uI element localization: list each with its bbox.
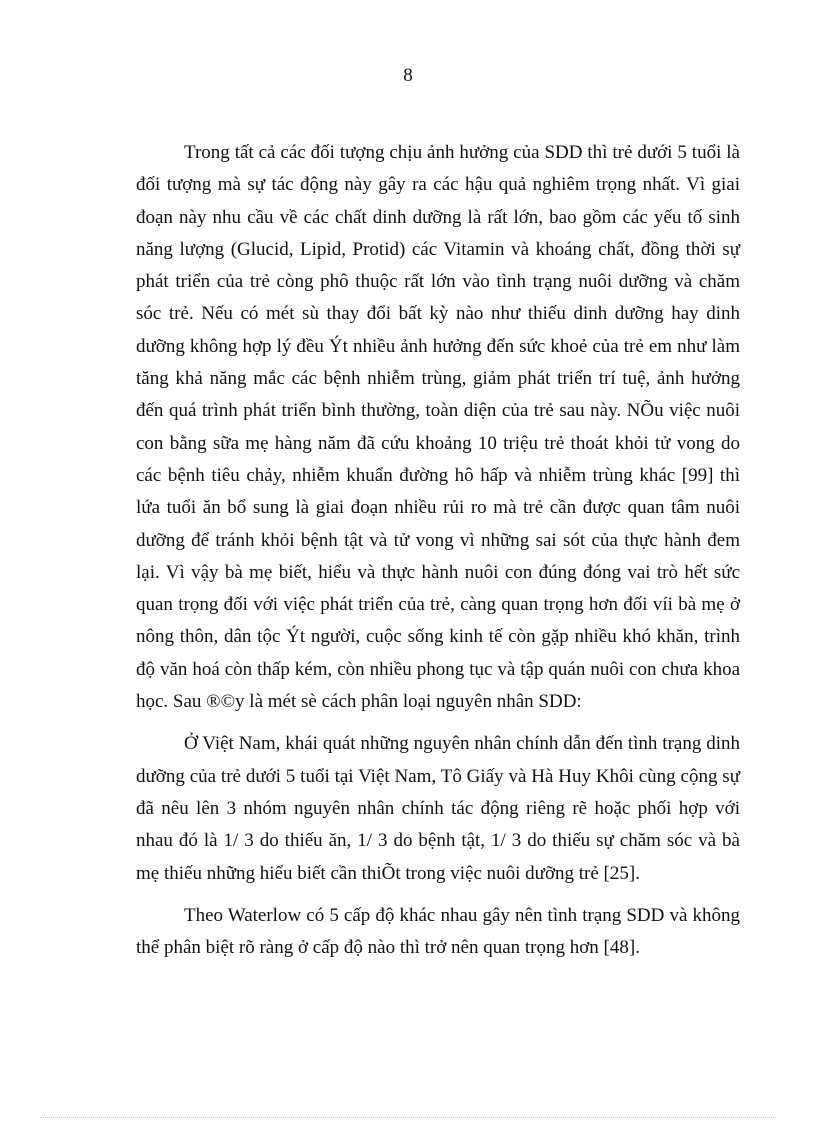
document-body	[136, 137, 740, 964]
paragraph-waterlow-levels: Theo Waterlow có 5 cấp độ khác nhau gây nên tình trạng SDD và không thể phân biệt rõ ràng ở cấp độ nào thì trở nên quan trọng hơn [48].	[136, 904, 740, 959]
page-number: 8	[403, 65, 413, 86]
paragraph-causes-importance: Trong tất cả các đối tượng chịu ảnh hưởng của SDD thì trẻ dưới 5 tuổi là đối tượng mà sự tác động này gây ra các hậu quả nghiêm trọng nhất. Vì giai đoạn này nhu cầu về các chất dinh dưỡng là rất lớn, bao gồm các yếu tố sinh năng lượng (Glucid, Lipid, Protid) các Vitamin và khoáng chất, đồng thời sự phát triển của trẻ còng phô thuộc rất lớn vào tình trạng nuôi dưỡng và chăm sóc trẻ. Nếu có mét sù thay đổi bất kỳ nào như thiếu dinh dưỡng hay dinh dưỡng không hợp lý đều Ýt nhiều ảnh hưởng đến sức khoẻ của trẻ em như làm tăng khả năng mắc các bệnh nhiễm trùng, giảm phát triển trí tuệ, ảnh hưởng đến quá trình phát triển bình thường, toàn diện của trẻ sau này. NÕu việc nuôi con bằng sữa mẹ hàng năm đã cứu khoảng 10 triệu trẻ thoát khỏi tử vong do các bệnh tiêu chảy, nhiễm khuẩn đường hô hấp và nhiễm trùng khác [99] thì lứa tuổi ăn bổ sung là giai đoạn nhiều rủi ro mà trẻ cần được quan tâm nuôi dưỡng để tránh khỏi bệnh tật và tử vong vì những sai sót của thực hành đem lại. Vì vậy bà mẹ biết, hiểu và thực hành nuôi con đúng đóng vai trò hết sức quan trọng đối với việc phát triển của trẻ, càng quan trọng hơn đối víi bà mẹ ở nông thôn, dân tộc Ýt người, cuộc sống kinh tế còn gặp nhiều khó khăn, trình độ văn hoá còn thấp kém, còn nhiều phong tục và tập quán nuôi con chưa khoa học. Sau ®©y là mét sè cách phân loại nguyên nhân SDD:	[136, 142, 740, 713]
paragraph-vietnam-causes: Ở Việt Nam, khái quát những nguyên nhân chính dẫn đến tình trạng dinh dưỡng của trẻ dưới 5 tuổi tại Việt Nam, Tô Giấy và Hà Huy Khôi cùng cộng sự đã nêu lên 3 nhóm nguyên nhân chính tác động riêng rẽ hoặc phối hợp với nhau đó là 1/ 3 do thiếu ăn, 1/ 3 do bệnh tật, 1/ 3 do thiếu sự chăm sóc và bà mẹ thiếu những hiểu biết cần thiÕt trong việc nuôi dưỡng trẻ [25].	[136, 733, 740, 884]
page-bottom-divider	[40, 1117, 776, 1118]
